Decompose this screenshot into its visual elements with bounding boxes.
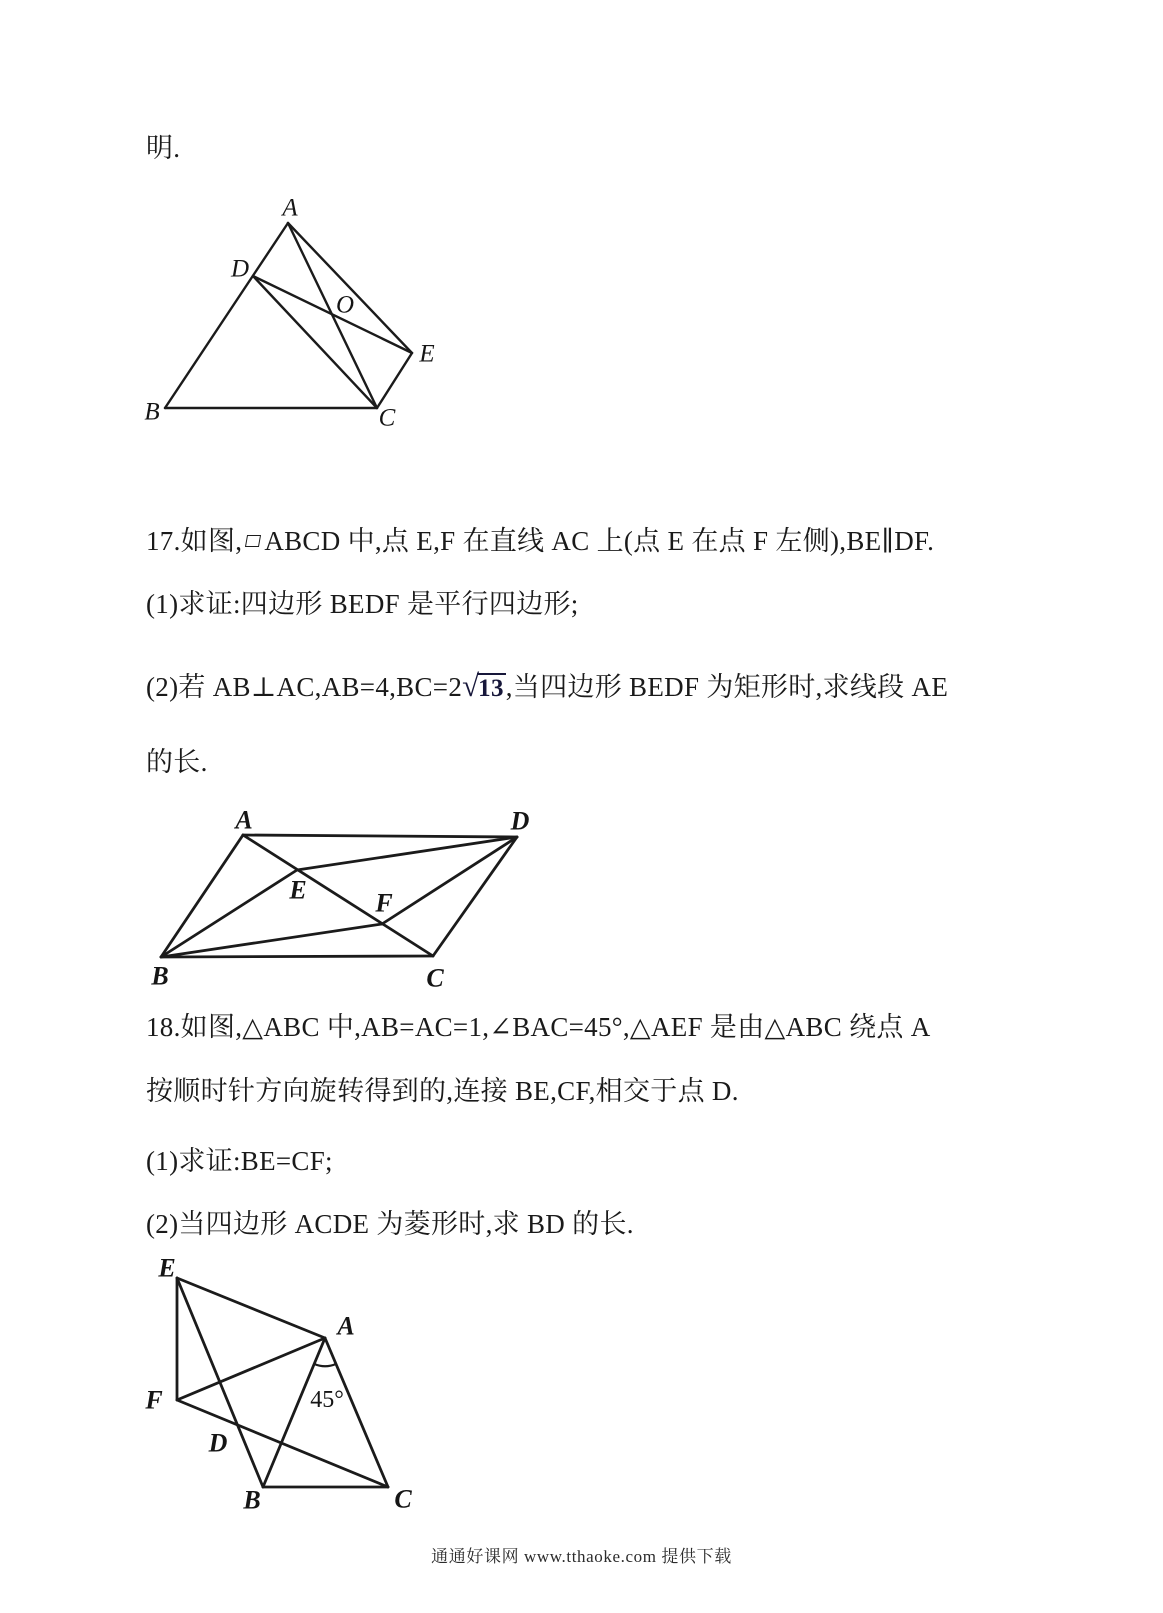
fig2-point-label-f: F (375, 888, 393, 918)
footer-watermark: 通通好课网 www.tthaoke.com 提供下载 (431, 1547, 732, 1566)
problem17-part2-prefix: (2)若 AB⊥AC,AB=4,BC=2 (146, 672, 463, 702)
fig1-vertex-label-e: E (419, 340, 435, 368)
fig2-edge-ed (297, 837, 517, 870)
fig2-vertex-label-c: C (426, 963, 444, 993)
fig2-edge-df (382, 837, 517, 924)
radicand-13: 13 (478, 675, 504, 702)
fig2-vertex-label-a: A (235, 805, 253, 835)
prev-paragraph-tail: 明. (146, 133, 181, 163)
fig1-vertex-label-o: O (335, 291, 355, 319)
fig3-vertex-label-c: C (394, 1484, 412, 1514)
fig3-angle-arc (314, 1364, 336, 1366)
sqrt-13-expression (462, 668, 506, 703)
problem18-line1: 18.如图,△ABC 中,AB=AC=1,∠BAC=45°,△AEF 是由△ABC 绕点 A (146, 1012, 931, 1042)
problem17-line1-suffix: ABCD 中,点 E,F 在直线 AC 上(点 E 在点 F 左侧),BE∥DF. (264, 526, 935, 556)
fig3-vertex-label-e: E (158, 1253, 176, 1283)
problem18-part1: (1)求证:BE=CF; (146, 1146, 333, 1176)
fig1-edge-de (253, 276, 412, 353)
fig1-vertex-label-b: B (144, 398, 160, 426)
problem17-part2-suffix: ,当四边形 BEDF 为矩形时,求线段 AE (505, 672, 949, 702)
fig1-vertex-label-d: D (230, 255, 250, 283)
radical-sign: √ (462, 668, 480, 703)
fig3-vertex-label-a: A (337, 1311, 355, 1341)
fig1-vertex-label-c: C (378, 404, 396, 432)
fig2-vertex-label-b: B (151, 961, 169, 991)
fig2-edge-bc (161, 956, 433, 957)
fig2-edge-ad (243, 835, 517, 837)
fig3-vertex-label-f: F (145, 1385, 163, 1415)
fig2-edge-fb (161, 924, 382, 957)
fig2-edge-be (161, 870, 297, 957)
fig3-point-label-d: D (208, 1428, 228, 1458)
figure-1-triangle-abcde (140, 193, 460, 438)
problem17-line1 (146, 524, 934, 558)
fig2-point-label-e: E (289, 875, 307, 905)
fig2-edge-ab (161, 835, 243, 957)
parallelogram-icon (245, 535, 261, 547)
figure-2-parallelogram-abcd (140, 795, 540, 1000)
fig3-vertex-label-b: B (243, 1485, 261, 1515)
fig3-angle-label-45: 45° (310, 1387, 344, 1413)
problem17-part2-cont: 的长. (146, 747, 208, 777)
fig2-edge-cd (433, 837, 517, 956)
problem17-line1-prefix: 17.如图, (146, 526, 243, 556)
figure-3-rotated-triangles (130, 1245, 440, 1517)
problem17-part2 (146, 669, 948, 706)
fig1-edge-ab (165, 223, 288, 408)
fig1-edge-ce (377, 353, 412, 408)
problem17-part1: (1)求证:四边形 BEDF 是平行四边形; (146, 589, 579, 619)
fig1-vertex-label-a: A (282, 194, 298, 222)
problem18-line2: 按顺时针方向旋转得到的,连接 BE,CF,相交于点 D. (146, 1076, 739, 1106)
fig2-vertex-label-d: D (510, 806, 530, 836)
problem18-part2: (2)当四边形 ACDE 为菱形时,求 BD 的长. (146, 1209, 634, 1239)
